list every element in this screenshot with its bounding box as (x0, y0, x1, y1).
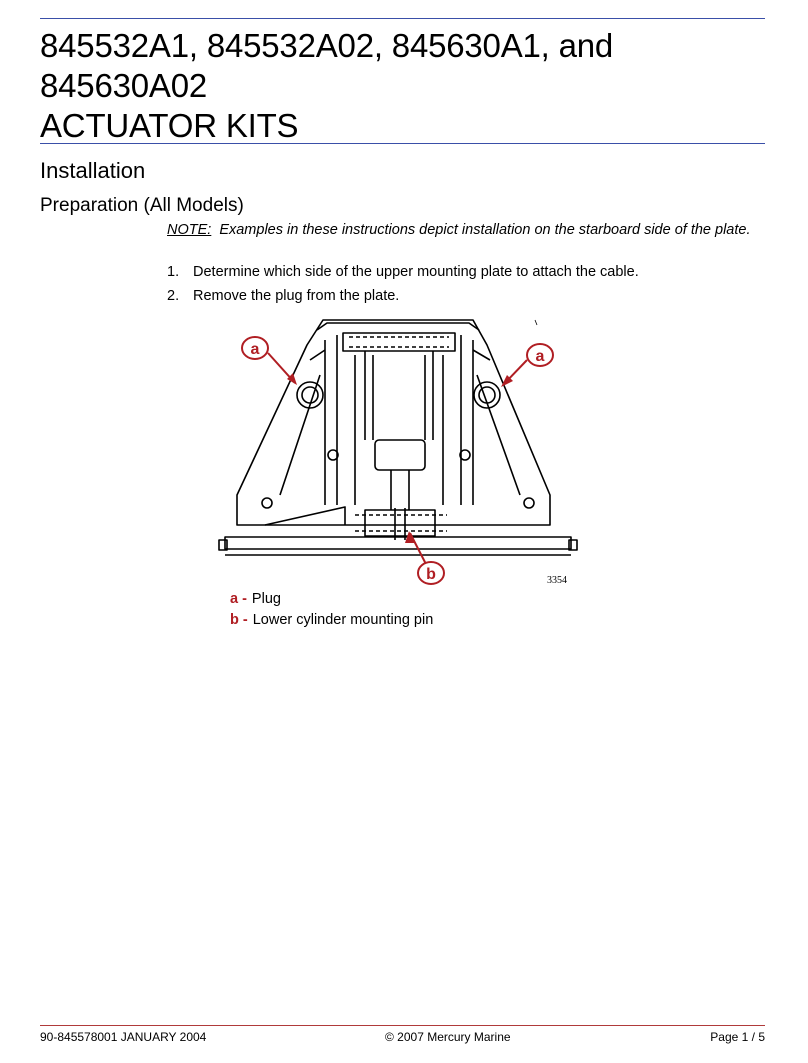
callout-b (418, 562, 444, 584)
footer-rule (40, 1025, 765, 1026)
subsection-heading: Preparation (All Models) (40, 195, 244, 216)
callout-a-left-label: a (250, 341, 260, 358)
actuator-plate-illustration (215, 315, 585, 590)
note-text: Examples in these instructions depict installation on the starboard side of the plate. (219, 222, 751, 238)
figure-number: 3354 (547, 575, 567, 586)
step-text: Determine which side of the upper mounting plate to attach the cable. (193, 264, 639, 280)
footer-copyright: © 2007 Mercury Marine (385, 1030, 511, 1044)
legend-item (230, 610, 433, 630)
step-item (167, 262, 639, 282)
title-line-1: 845532A1, 845532A02, 845630A1, and (40, 27, 614, 64)
legend-key: a - (230, 591, 247, 607)
page-title (40, 26, 770, 146)
step-number: 2. (167, 288, 180, 304)
section-heading: Installation (40, 158, 146, 183)
title-line-3: ACTUATOR KITS (40, 107, 299, 144)
step-item (167, 286, 399, 306)
legend-item (230, 589, 281, 609)
footer-page-number: Page 1 / 5 (710, 1030, 765, 1044)
callout-a-right (527, 344, 553, 366)
title-rule (40, 143, 765, 144)
legend-key: b - (230, 612, 248, 628)
callout-a-left (242, 337, 268, 359)
title-line-2: 845630A02 (40, 67, 208, 104)
step-number: 1. (167, 264, 180, 280)
legend-label: Plug (251, 591, 281, 607)
footer-doc-number: 90-845578001 JANUARY 2004 (40, 1030, 207, 1044)
callout-b-label: b (426, 566, 436, 583)
note-label: NOTE: (167, 222, 212, 238)
step-text: Remove the plug from the plate. (193, 288, 400, 304)
note (167, 220, 765, 240)
legend-label: Lower cylinder mounting pin (252, 612, 434, 628)
callout-a-right-label: a (535, 348, 545, 365)
plate-drawing (219, 320, 577, 555)
top-rule (40, 18, 765, 19)
